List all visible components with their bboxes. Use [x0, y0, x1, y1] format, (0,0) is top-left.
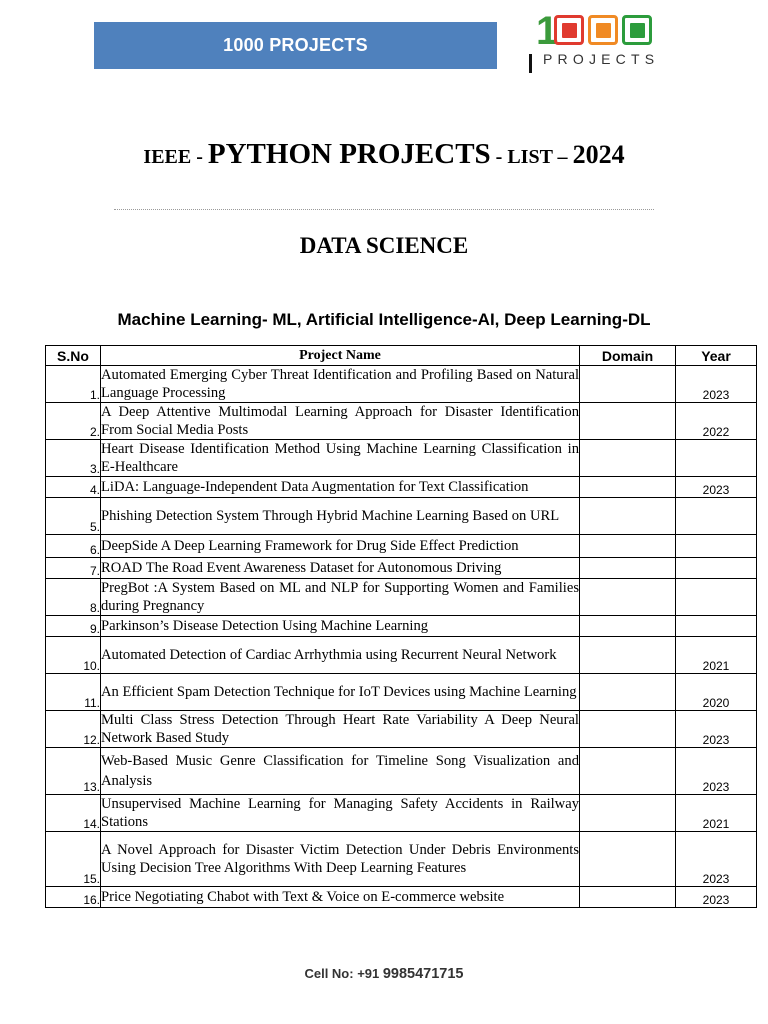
row-domain: [580, 558, 676, 579]
cell-number: 9985471715: [382, 966, 464, 982]
table-row: [46, 832, 757, 887]
row-domain: [580, 832, 676, 887]
banner-label: 1000 PROJECTS: [223, 35, 368, 55]
table-row: [46, 535, 757, 558]
row-project-name: A Novel Approach for Disaster Victim Detection Under Debris Environments Using Decision Tree Algorithms With Deep Learning Features: [101, 832, 580, 887]
row-sno: 2.: [46, 403, 101, 440]
row-sno: 3.: [46, 440, 101, 477]
row-domain: [580, 579, 676, 616]
row-project-name: Parkinson’s Disease Detection Using Machine Learning: [101, 616, 580, 637]
cell-label: Cell No: +91: [304, 966, 383, 981]
table-row: [46, 748, 757, 795]
row-domain: [580, 637, 676, 674]
row-project-name: Automated Detection of Cardiac Arrhythmia using Recurrent Neural Network: [101, 637, 580, 674]
row-sno: 4.: [46, 477, 101, 498]
contact-footer: [0, 965, 768, 983]
page-title: [0, 138, 768, 171]
header-sno: S.No: [46, 346, 101, 366]
row-sno: 8.: [46, 579, 101, 616]
row-year: 2023: [676, 748, 757, 795]
row-project-name: Automated Emerging Cyber Threat Identification and Profiling Based on Natural Language Processing: [101, 367, 579, 401]
logo-wordmark: PROJECTS: [543, 51, 660, 67]
logo-bar: [529, 54, 532, 73]
row-sno: 11.: [46, 674, 101, 711]
row-sno: 5.: [46, 498, 101, 535]
row-sno: 12.: [46, 711, 101, 748]
title-middle: - LIST –: [490, 146, 573, 168]
row-year: 2023: [676, 366, 757, 403]
row-domain: [580, 795, 676, 832]
logo-square-red: [554, 15, 584, 45]
row-year: 2023: [676, 711, 757, 748]
title-main: PYTHON PROJECTS: [207, 138, 491, 170]
row-project-name: PregBot :A System Based on ML and NLP for Supporting Women and Families during Pregnancy: [101, 580, 579, 614]
title-prefix: IEEE -: [143, 146, 208, 168]
row-sno: 13.: [46, 748, 101, 795]
table-row: [46, 616, 757, 637]
row-sno: 15.: [46, 832, 101, 887]
table-row: [46, 887, 757, 908]
row-domain: [580, 440, 676, 477]
row-domain: [580, 477, 676, 498]
row-project-name: An Efficient Spam Detection Technique for IoT Devices using Machine Learning: [101, 674, 580, 711]
table-row: [46, 440, 757, 477]
table-header-row: [46, 346, 757, 366]
row-domain: [580, 498, 676, 535]
row-year: 2020: [676, 674, 757, 711]
row-sno: 10.: [46, 637, 101, 674]
table-row: [46, 674, 757, 711]
row-domain: [580, 403, 676, 440]
table-row: [46, 403, 757, 440]
row-project-name: LiDA: Language-Independent Data Augmentation for Text Classification: [101, 477, 580, 498]
table-row: [46, 558, 757, 579]
logo-square-green: [622, 15, 652, 45]
logo-square-orange: [588, 15, 618, 45]
header-year: Year: [676, 346, 757, 366]
row-year: 2021: [676, 637, 757, 674]
header-banner: [94, 22, 497, 69]
row-sno: 1.: [46, 366, 101, 403]
table-row: [46, 498, 757, 535]
logo-digit: 1: [536, 9, 555, 53]
row-domain: [580, 711, 676, 748]
category-subtitle: Machine Learning- ML, Artificial Intelligence-AI, Deep Learning-DL: [117, 310, 651, 329]
row-domain: [580, 887, 676, 908]
row-project-name: Heart Disease Identification Method Using Machine Learning Classification in E-Healthcare: [101, 441, 579, 475]
row-project-name: A Deep Attentive Multimodal Learning Approach for Disaster Identification From Social Media Posts: [101, 404, 579, 438]
table-row: [46, 637, 757, 674]
table-row: [46, 795, 757, 832]
row-sno: 7.: [46, 558, 101, 579]
projects-table: [45, 345, 757, 908]
row-year: [676, 535, 757, 558]
row-year: 2023: [676, 477, 757, 498]
row-sno: 14.: [46, 795, 101, 832]
logo-mark: [536, 9, 652, 53]
row-sno: 9.: [46, 616, 101, 637]
header-domain: Domain: [580, 346, 676, 366]
row-year: 2022: [676, 403, 757, 440]
table-row: [46, 477, 757, 498]
row-project-name: ROAD The Road Event Awareness Dataset for Autonomous Driving: [101, 558, 580, 579]
row-domain: [580, 748, 676, 795]
section-heading: DATA SCIENCE: [299, 233, 469, 258]
row-domain: [580, 674, 676, 711]
row-sno: 6.: [46, 535, 101, 558]
row-year: 2023: [676, 887, 757, 908]
row-year: [676, 558, 757, 579]
row-year: [676, 579, 757, 616]
row-domain: [580, 616, 676, 637]
table-row: [46, 711, 757, 748]
row-project-name: Web-Based Music Genre Classification for Timeline Song Visualization and Analysis: [101, 748, 580, 795]
row-year: 2023: [676, 832, 757, 887]
title-year: 2024: [572, 140, 625, 169]
row-year: [676, 498, 757, 535]
row-project-name: Multi Class Stress Detection Through Heart Rate Variability A Deep Neural Network Based Study: [101, 712, 579, 746]
1000-projects-logo: [528, 9, 688, 78]
row-year: 2021: [676, 795, 757, 832]
row-domain: [580, 366, 676, 403]
row-project-name: DeepSide A Deep Learning Framework for Drug Side Effect Prediction: [101, 535, 580, 558]
table-row: [46, 366, 757, 403]
row-year: [676, 440, 757, 477]
row-project-name: Phishing Detection System Through Hybrid Machine Learning Based on URL: [101, 498, 580, 535]
row-project-name: Unsupervised Machine Learning for Managing Safety Accidents in Railway Stations: [101, 796, 579, 830]
row-project-name: Price Negotiating Chabot with Text & Voice on E-commerce website: [101, 887, 580, 908]
row-domain: [580, 535, 676, 558]
title-divider: [114, 209, 654, 210]
row-year: [676, 616, 757, 637]
table-row: [46, 579, 757, 616]
row-sno: 16.: [46, 887, 101, 908]
header-project-name: Project Name: [101, 346, 580, 366]
